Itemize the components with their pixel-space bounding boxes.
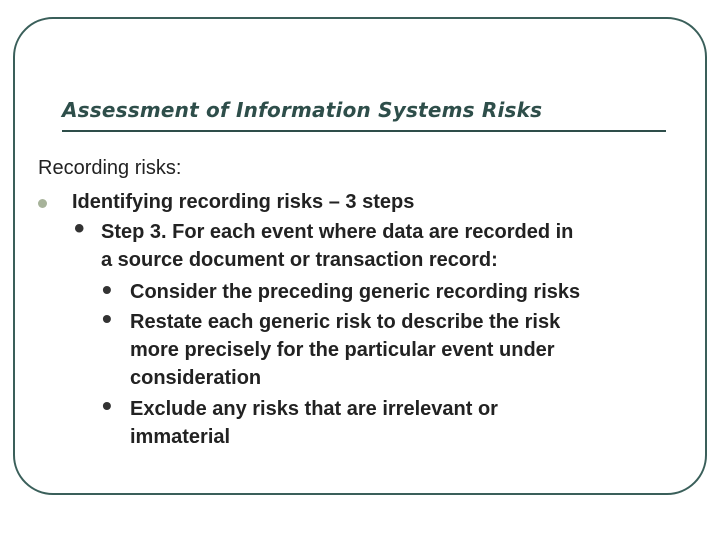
level3-item-2-line2: more precisely for the particular event under [130,339,555,361]
level2-item-line1: Step 3. For each event where data are recorded in [101,221,574,243]
level3-item-2-line3: consideration [130,367,262,389]
level1-item: Identifying recording risks – 3 steps [72,191,415,213]
title-underline [62,130,666,132]
level2-bullet-icon: • [74,212,85,245]
level3-item-3-line2: immaterial [130,426,231,448]
level3-item-3-line1: Exclude any risks that are irrelevant or [130,398,498,420]
level2-item-line2: a source document or transaction record: [101,249,498,271]
level3-item-2-line1: Restate each generic risk to describe the risk [130,311,561,333]
body-heading: Recording risks: [38,157,182,179]
level3-bullet-icon: • [102,274,112,305]
level1-bullet-icon [38,199,47,208]
level3-bullet-icon: • [102,303,112,334]
level3-bullet-icon: • [102,390,112,421]
level3-item-1: Consider the preceding generic recording risks [130,281,581,303]
slide-title: Assessment of Information Systems Risks [62,98,543,122]
